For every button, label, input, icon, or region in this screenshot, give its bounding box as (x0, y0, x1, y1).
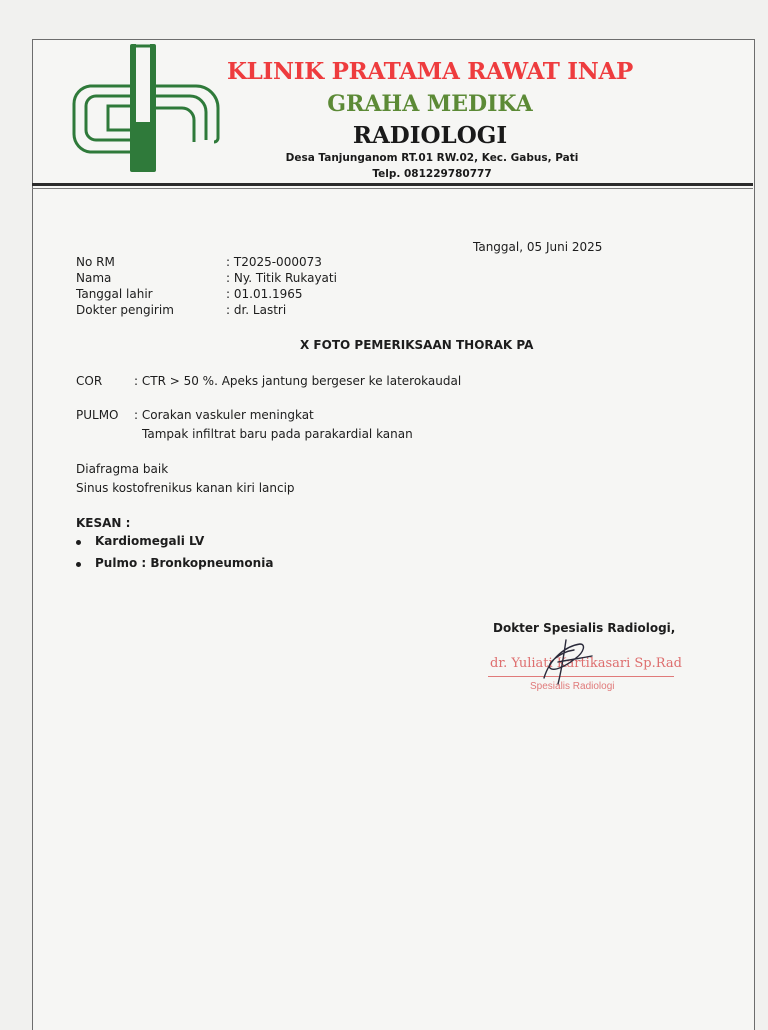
stamp-subtitle: Spesialis Radiologi (530, 681, 615, 692)
cor-text: : CTR > 50 %. Apeks jantung bergeser ke laterokaudal (134, 374, 462, 388)
clinic-phone: Telp. 081229780777 (372, 168, 492, 180)
field-label-dokter-pengirim: Dokter pengirim (76, 303, 174, 317)
sinus-text: Sinus kostofrenikus kanan kiri lancip (76, 481, 295, 495)
field-value-tanggal-lahir: : 01.01.1965 (226, 287, 303, 301)
cor-label: COR (76, 374, 103, 388)
bullet-icon (76, 562, 81, 567)
clinic-subname: GRAHA MEDIKA (327, 91, 533, 117)
bullet-icon (76, 540, 81, 545)
field-label-nama: Nama (76, 271, 112, 285)
pulmo-line-2: Tampak infiltrat baru pada parakardial kanan (142, 427, 413, 441)
pulmo-line-1: : Corakan vaskuler meningkat (134, 408, 314, 422)
report-date: Tanggal, 05 Juni 2025 (473, 240, 603, 254)
clinic-name: KLINIK PRATAMA RAWAT INAP (226, 58, 634, 85)
department-title: RADIOLOGI (352, 122, 508, 149)
signature-title: Dokter Spesialis Radiologi, (493, 621, 676, 635)
graha-medika-logo-icon (72, 42, 228, 174)
impression-item: Kardiomegali LV (95, 534, 205, 548)
clinic-address: Desa Tanjunganom RT.01 RW.02, Kec. Gabus, Pati (285, 152, 579, 164)
pulmo-label: PULMO (76, 408, 119, 422)
field-label-tanggal-lahir: Tanggal lahir (76, 287, 153, 301)
header-divider-thin (32, 188, 753, 189)
handwritten-signature (536, 638, 596, 688)
field-label-no-rm: No RM (76, 255, 115, 269)
header-divider (32, 183, 753, 186)
impression-item: Pulmo : Bronkopneumonia (95, 556, 274, 570)
field-value-nama: : Ny. Titik Rukayati (226, 271, 337, 285)
impression-heading: KESAN : (76, 516, 131, 530)
field-value-no-rm: : T2025-000073 (226, 255, 322, 269)
stamp-name: dr. Yuliati Kartikasari Sp.Rad (490, 656, 682, 671)
diafragma-text: Diafragma baik (76, 462, 169, 476)
field-value-dokter-pengirim: : dr. Lastri (226, 303, 287, 317)
exam-title: X FOTO PEMERIKSAAN THORAK PA (300, 338, 534, 352)
